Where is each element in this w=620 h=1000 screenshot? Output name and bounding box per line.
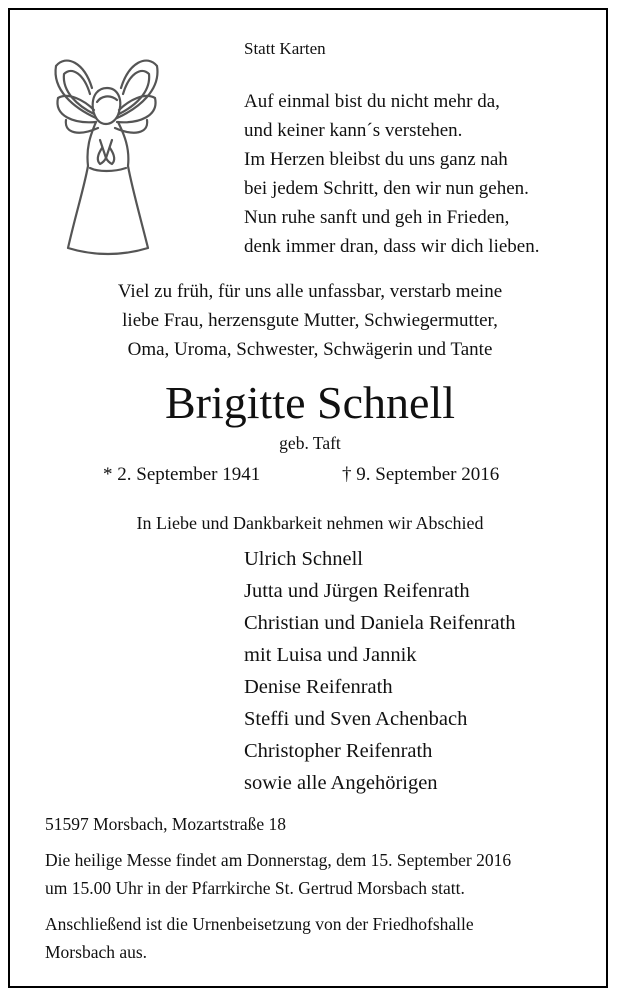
mourner-name: sowie alle Angehörigen: [244, 772, 438, 794]
mourner-name: Jutta und Jürgen Reifenrath: [244, 580, 470, 602]
mourner-name: Ulrich Schnell: [244, 548, 363, 570]
mass-line: um 15.00 Uhr in der Pfarrkirche St. Gertrud Morsbach statt.: [45, 878, 465, 898]
poem-line: denk immer dran, dass wir dich lieben.: [244, 236, 540, 257]
mourner-name: Christopher Reifenrath: [244, 740, 433, 762]
maiden-name: geb. Taft: [279, 433, 341, 453]
heading-statt-karten: Statt Karten: [244, 39, 326, 58]
poem-line: Nun ruhe sanft und geh in Frieden,: [244, 207, 510, 228]
address: 51597 Morsbach, Mozartstraße 18: [45, 814, 287, 834]
intro-line: Viel zu früh, für uns alle unfassbar, verstarb meine: [117, 281, 503, 302]
intro-line: liebe Frau, herzensgute Mutter, Schwiegermutter,: [122, 310, 498, 331]
poem-line: bei jedem Schritt, den wir nun gehen.: [244, 178, 529, 199]
poem-line: Auf einmal bist du nicht mehr da,: [244, 91, 500, 112]
mourner-name: Steffi und Sven Achenbach: [244, 708, 468, 730]
intro-line: Oma, Uroma, Schwester, Schwägerin und Tante: [127, 339, 493, 360]
poem-line: Im Herzen bleibst du uns ganz nah: [244, 149, 508, 170]
urn-line: Anschließend ist die Urnenbeisetzung von der Friedhofshalle: [45, 914, 474, 934]
angel-icon: [44, 48, 169, 263]
death-date: † 9. September 2016: [342, 464, 500, 485]
mourner-name: Christian und Daniela Reifenrath: [244, 612, 516, 634]
urn-line: Morsbach aus.: [45, 942, 148, 962]
mourner-name: Denise Reifenrath: [244, 676, 393, 698]
farewell-line: In Liebe und Dankbarkeit nehmen wir Abschied: [136, 513, 484, 533]
deceased-name: Brigitte Schnell: [164, 377, 455, 428]
mourner-name: mit Luisa und Jannik: [244, 644, 417, 666]
birth-date: * 2. September 1941: [103, 464, 261, 485]
mass-line: Die heilige Messe findet am Donnerstag, dem 15. September 2016: [45, 850, 512, 870]
poem-line: und keiner kann´s verstehen.: [244, 120, 463, 141]
